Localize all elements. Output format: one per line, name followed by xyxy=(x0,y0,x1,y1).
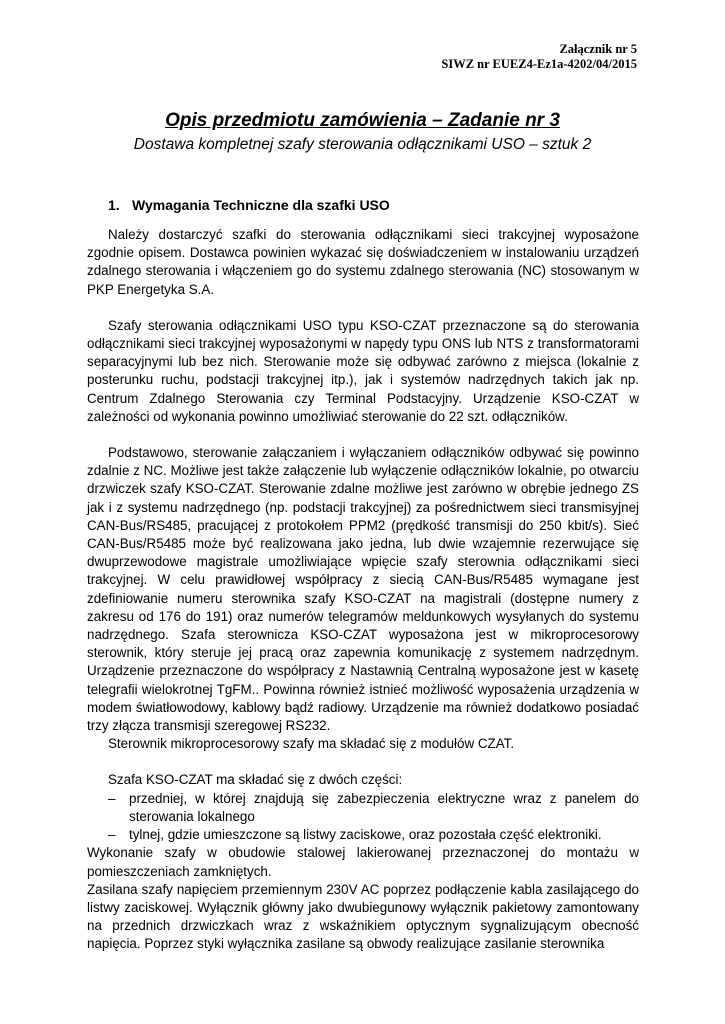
attachment-number: Załącznik nr 5 xyxy=(559,42,637,56)
parts-list xyxy=(87,790,639,845)
dash-bullet: – xyxy=(108,827,116,843)
attachment-header xyxy=(441,42,637,72)
paragraph: Należy dostarczyć szafki do sterowania odłącznikami sieci trakcyjnej wyposażone zgodnie opisem. Dostawca powinien wykazać się doświadczeniem w instalowaniu urządzeń zdalnego sterowania i włączeniem go do systemu zdalnego sterowania (NC) stosowanym w PKP Energetyka S.A. xyxy=(87,227,639,297)
paragraph: Podstawowo, sterowanie załączaniem i wyłączaniem odłączników odbywać się powinno zdalnie z NC. Możliwe jest także załączenie lub wyłączenie odłączników lokalnie, po otwarciu drzwiczek szafy KSO-CZAT. Sterowanie zdalne możliwe jest zarówno w obrębie jednego ZS jak i z systemu nadrzędnego (np. podstacji trakcyjnej) za pośrednictwem sieci transmisyjnej CAN-Bus/RS485, pracującej z protokołem PPM2 (prędkość transmisji do 250 kbit/s). Sieć CAN-Bus/R5485 może być realizowana jako jedna, lub dwie wzajemnie rezerwujące się dwuprzewodowe magistrale umożliwiające wpięcie szafy sterownia odłącznikami sieci trakcyjnej. W celu prawidłowej współpracy z siecią CAN-Bus/R5485 wymagane jest zdefiniowanie numeru sterownika szafy KSO-CZAT na magistrali (dostępne numery z zakresu od 176 do 191) oraz numerów telegramów meldunkowych wysyłanych do systemu nadrzędnego. Szafa sterownicza KSO-CZAT wyposażona jest w mikroprocesorowy sterownik, który steruje jej pracą oraz zapewnia komunikację z systemem nadrzędnym. Urządzenie przeznaczone do współpracy z Nastawnią Centralną wyposażone jest w kasetę telegrafii wielokrotnej TgFM.. Powinna również istnieć możliwość wyposażenia urządzenia w modem światłowodowy, kablowy bądź radiowy. Urządzenie ma również dodatkowo posiadać trzy złącza transmisji szeregowej RS232. xyxy=(87,445,639,734)
paragraph: Zasilana szafy napięciem przemiennym 230V AC poprzez podłączenie kabla zasilającego do listwy zaciskowej. Wyłącznik główny jako dwubiegunowy wyłącznik pakietowy zamontowany na przednich drzwiczkach wraz z wskaźnikiem optycznym sygnalizującym obecność napięcia. Poprzez styki wyłącznika zasilane są obwody realizujące zasilanie sterownika xyxy=(87,881,639,952)
section-title: Wymagania Techniczne dla szafki USO xyxy=(132,197,390,213)
dash-bullet: – xyxy=(108,790,116,806)
paragraph: Szafa KSO-CZAT ma składać się z dwóch części: xyxy=(108,772,403,788)
paragraph: Szafy sterowania odłącznikami USO typu KSO-CZAT przeznaczone są do sterowania odłącznikami sieci trakcyjnej wyposażonymi w napędy typu ONS lub NTS z transformatorami separacyjnymi lub bez nich. Sterowanie może się odbywać zarówno z miejsca (lokalnie z posterunku ruchu, podstacji trakcyjnej itp.), jak i systemów nadrzędnych takich jak np. Centrum Zdalnego Sterowania czy Terminal Podstacyjny. Urządzenie KSO-CZAT w zależności od wykonania powinno umożliwiać sterowanie do 22 szt. odłączników. xyxy=(87,317,639,424)
list-item: – przedniej, w której znajdują się zabezpieczenia elektryczne wraz z panelem do sterowania lokalnego xyxy=(108,790,639,824)
document-title: Opis przedmiotu zamówienia – Zadanie nr 3 xyxy=(165,110,560,131)
paragraph: Wykonanie szafy w obudowie stalowej lakierowanej przeznaczonej do montażu w pomieszczeniach zamkniętych. xyxy=(87,845,639,879)
section-heading xyxy=(108,197,390,213)
document-body xyxy=(87,226,639,954)
siwz-reference: SIWZ nr EUEZ4-Ez1a-4202/04/2015 xyxy=(441,57,637,71)
paragraph: Sterownik mikroprocesorowy szafy ma składać się z modułów CZAT. xyxy=(108,736,515,752)
list-item: – tylnej, gdzie umieszczone są listwy zaciskowe, oraz pozostała część elektroniki. xyxy=(87,826,639,844)
document-subtitle: Dostawa kompletnej szafy sterowania odłącznikami USO – sztuk 2 xyxy=(133,136,592,153)
section-number: 1. xyxy=(108,197,120,213)
